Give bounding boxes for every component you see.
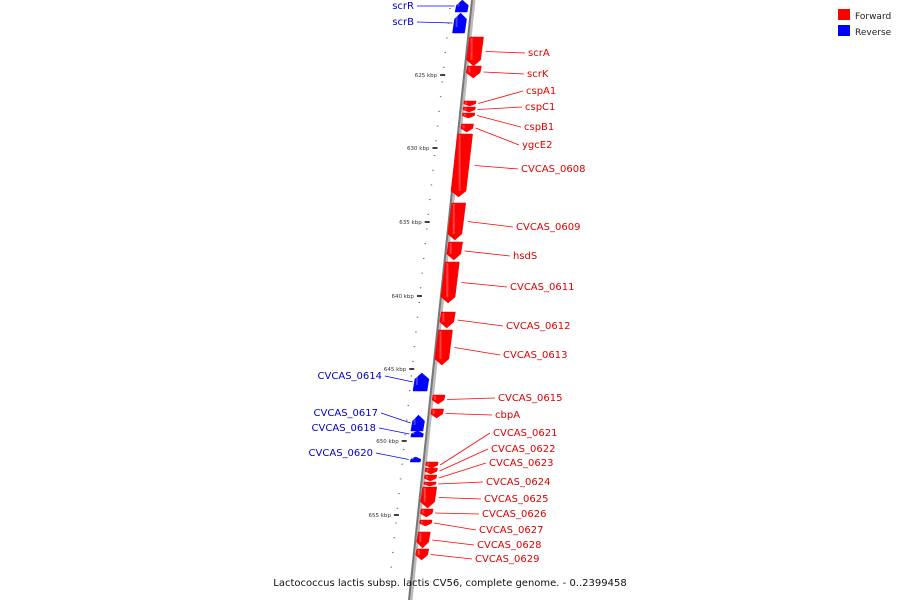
- minor-tick: [395, 523, 397, 524]
- gene-label-CVCAS_0613: CVCAS_0613: [503, 350, 568, 361]
- minor-tick: [434, 155, 436, 156]
- genome-caption: Lactococcus lactis subsp. lactis CV56, complete genome. - 0..2399458: [273, 578, 627, 589]
- leader-line: [440, 449, 488, 471]
- reverse-legend-label: Reverse: [855, 28, 892, 38]
- gene-shade: [456, 14, 458, 27]
- gene-label-CVCAS_0625: CVCAS_0625: [484, 494, 549, 505]
- leader-line: [379, 428, 409, 434]
- leader-line: [376, 453, 409, 460]
- gene-label-CVCAS_0612: CVCAS_0612: [506, 321, 571, 332]
- gene-label-CVCAS_0629: CVCAS_0629: [475, 554, 540, 565]
- gene-label-CVCAS_0626: CVCAS_0626: [482, 509, 547, 520]
- minor-tick: [412, 361, 414, 362]
- minor-tick: [401, 464, 403, 465]
- gene-arrow-CVCAS_0612: [440, 312, 456, 328]
- gene-label-CVCAS_0628: CVCAS_0628: [477, 540, 542, 551]
- minor-tick: [446, 37, 448, 38]
- leader-line: [468, 222, 513, 228]
- leader-line: [477, 116, 521, 128]
- gene-label-CVCAS_0608: CVCAS_0608: [521, 164, 586, 175]
- tick-label: 640 kbp: [391, 294, 414, 300]
- leader-line: [478, 107, 522, 110]
- leader-line: [431, 555, 472, 560]
- gene-shade: [418, 550, 420, 555]
- leader-line: [417, 22, 453, 23]
- minor-tick: [440, 96, 442, 97]
- minor-tick: [441, 82, 443, 83]
- minor-tick: [420, 287, 422, 288]
- minor-tick: [406, 420, 408, 421]
- minor-tick: [394, 537, 396, 538]
- gene-label-CVCAS_0618: CVCAS_0618: [311, 423, 376, 434]
- gene-arrow-scrB: [452, 13, 466, 33]
- gene-arrow-CVCAS_0629: [416, 549, 429, 560]
- gene-label-CVCAS_0624: CVCAS_0624: [486, 477, 551, 488]
- tick-label: 635 kbp: [399, 220, 422, 226]
- gene-label-CVCAS_0614: CVCAS_0614: [317, 371, 382, 382]
- leader-line: [447, 398, 495, 400]
- minor-tick: [392, 552, 394, 553]
- leader-line: [478, 91, 523, 104]
- backbone-shadow: [411, 0, 474, 600]
- gene-shade: [422, 510, 424, 513]
- gene-label-scrK: scrK: [527, 69, 549, 80]
- leader-line: [439, 498, 481, 500]
- forward-legend-swatch: [838, 9, 850, 20]
- forward-legend-label: Forward: [855, 12, 892, 22]
- gene-shade: [427, 463, 429, 465]
- minor-tick: [431, 184, 433, 185]
- minor-tick: [414, 346, 416, 347]
- minor-tick: [432, 170, 434, 171]
- minor-tick: [404, 434, 406, 435]
- tick-label: 655 kbp: [368, 513, 391, 519]
- gene-shade: [459, 135, 461, 191]
- leader-line: [446, 414, 492, 416]
- gene-label-cspC1: cspC1: [525, 102, 556, 113]
- gene-arrow-scrA: [467, 37, 484, 66]
- gene-shade: [446, 263, 448, 297]
- minor-tick: [397, 508, 399, 509]
- gene-shade: [463, 125, 465, 128]
- gene-arrow-scrR: [455, 0, 468, 12]
- gene-shade: [434, 396, 436, 400]
- gene-label-hsdS: hsdS: [513, 251, 538, 262]
- gene-label-cspA1: cspA1: [526, 86, 557, 97]
- gene-shade: [412, 458, 414, 460]
- leader-line: [455, 348, 500, 356]
- minor-tick: [403, 449, 405, 450]
- gene-shade: [424, 488, 426, 502]
- leader-line: [385, 376, 413, 382]
- legend: [838, 9, 892, 38]
- gene-label-CVCAS_0609: CVCAS_0609: [516, 222, 581, 233]
- gene-label-cbpA: cbpA: [495, 410, 521, 421]
- minor-tick: [445, 52, 447, 53]
- minor-tick: [429, 199, 431, 200]
- gene-label-CVCAS_0611: CVCAS_0611: [510, 282, 575, 293]
- gene-shade: [426, 476, 428, 478]
- leader-line: [435, 513, 479, 514]
- gene-shade: [433, 410, 435, 414]
- gene-shade: [464, 114, 466, 116]
- gene-shade: [414, 416, 416, 425]
- leader-line: [475, 166, 518, 170]
- minor-tick: [415, 331, 417, 332]
- gene-label-ygcE2: ygcE2: [522, 140, 553, 151]
- minor-tick: [417, 317, 419, 318]
- gene-arrow-CVCAS_0625: [421, 487, 437, 508]
- tick-label: 625 kbp: [414, 73, 438, 79]
- gene-label-CVCAS_0627: CVCAS_0627: [479, 525, 544, 536]
- minor-tick: [437, 126, 439, 127]
- reverse-legend-swatch: [838, 25, 850, 36]
- leader-line: [461, 283, 507, 288]
- minor-tick: [409, 390, 411, 391]
- gene-shade: [442, 313, 444, 322]
- minor-tick: [411, 376, 413, 377]
- leader-line: [438, 482, 483, 484]
- gene-shade: [421, 521, 423, 523]
- gene-arrow-CVCAS_0628: [417, 532, 431, 548]
- gene-arrow-CVCAS_0614: [413, 373, 429, 391]
- minor-tick: [421, 273, 423, 274]
- leader-line: [439, 463, 486, 478]
- minor-tick: [438, 111, 440, 112]
- leader-line: [465, 251, 510, 256]
- leader-line: [434, 523, 476, 530]
- gene-arrow-cbpA: [431, 409, 444, 418]
- leader-line: [381, 413, 411, 423]
- minor-tick: [391, 567, 393, 568]
- gene-shade: [468, 67, 470, 73]
- gene-label-CVCAS_0615: CVCAS_0615: [498, 393, 563, 404]
- gene-shade: [471, 38, 473, 60]
- minor-tick: [435, 140, 437, 141]
- minor-tick: [449, 8, 451, 9]
- gene-shade: [440, 331, 442, 359]
- minor-tick: [424, 243, 426, 244]
- minor-tick: [423, 258, 425, 259]
- minor-tick: [398, 493, 400, 494]
- gene-arrow-CVCAS_0615: [432, 395, 445, 404]
- gene-shade: [453, 204, 455, 234]
- tick-label: 630 kbp: [407, 146, 430, 152]
- gene-shade: [427, 469, 429, 471]
- leader-line: [483, 72, 524, 74]
- minor-tick: [400, 478, 402, 479]
- gene-shade: [419, 533, 421, 542]
- minor-tick: [426, 229, 428, 230]
- gene-label-scrR: scrR: [392, 1, 414, 12]
- gene-label-cspB1: cspB1: [524, 122, 555, 133]
- leader-line: [486, 52, 525, 54]
- leader-line: [457, 320, 503, 326]
- minor-tick: [443, 67, 445, 68]
- gene-arrow-hsdS: [447, 242, 463, 260]
- genome-backbone: [409, 0, 472, 600]
- gene-label-CVCAS_0623: CVCAS_0623: [489, 458, 554, 469]
- gene-shade: [412, 432, 414, 434]
- gene-label-scrB: scrB: [392, 17, 414, 28]
- tick-label: 650 kbp: [376, 439, 399, 445]
- tick-label: 645 kbp: [383, 367, 407, 373]
- gene-label-CVCAS_0622: CVCAS_0622: [491, 444, 556, 455]
- minor-tick: [407, 405, 409, 406]
- leader-line: [440, 433, 490, 465]
- leader-line: [432, 540, 474, 545]
- gene-shade: [450, 243, 452, 254]
- gene-arrow-CVCAS_0617: [411, 415, 425, 431]
- gene-label-scrA: scrA: [528, 48, 550, 59]
- gene-shade: [425, 483, 427, 484]
- leader-line: [476, 128, 519, 145]
- gene-label-CVCAS_0621: CVCAS_0621: [493, 428, 558, 439]
- gene-shade: [416, 374, 418, 385]
- gene-arrow-CVCAS_0608: [451, 134, 473, 197]
- gene-shade: [457, 1, 459, 7]
- gene-shade: [465, 102, 467, 104]
- gene-label-CVCAS_0617: CVCAS_0617: [313, 408, 378, 419]
- minor-tick: [418, 302, 420, 303]
- minor-tick: [428, 214, 430, 215]
- gene-label-CVCAS_0620: CVCAS_0620: [308, 448, 373, 459]
- gene-shade: [465, 108, 467, 110]
